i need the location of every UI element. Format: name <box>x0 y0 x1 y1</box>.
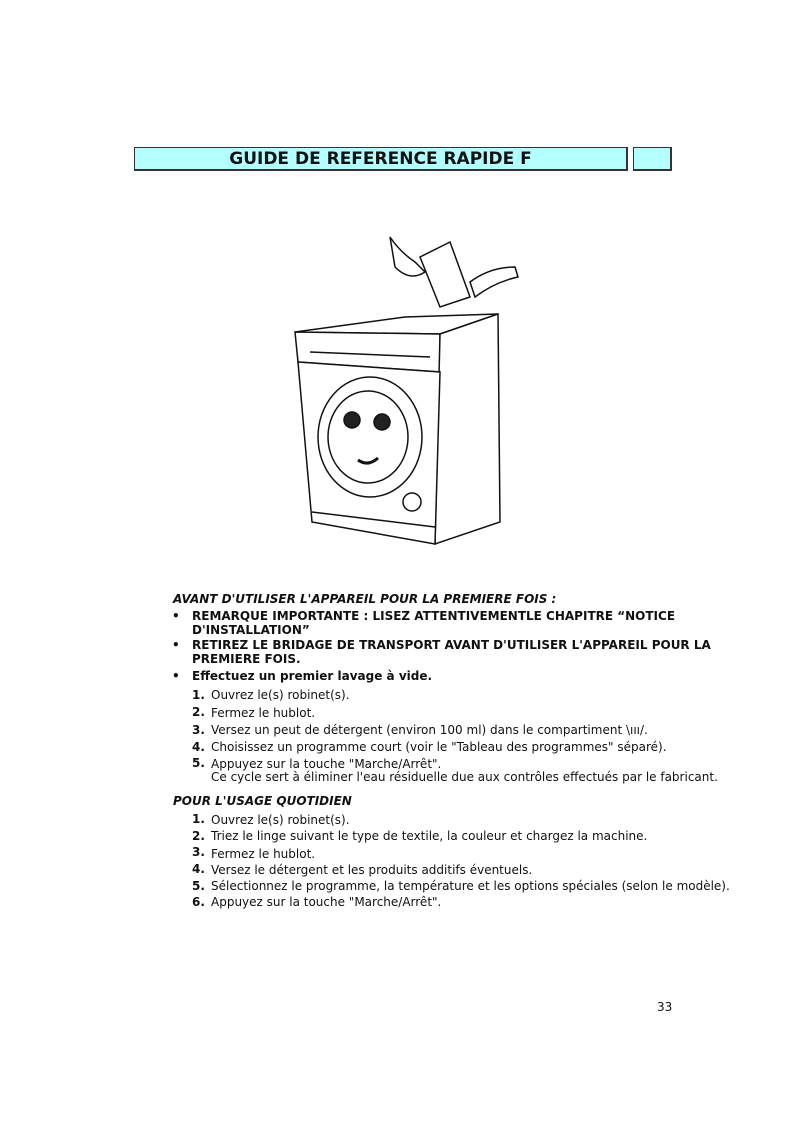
bullet-text: PREMIERE FOIS. <box>192 652 301 666</box>
step-number: 5. <box>192 879 205 893</box>
bullet-text: RETIREZ LE BRIDAGE DE TRANSPORT AVANT D'UTILISER L'APPAREIL POUR LA <box>192 638 711 652</box>
section-heading-daily-use: POUR L'USAGE QUOTIDIEN <box>173 794 352 808</box>
section-heading-first-use: AVANT D'UTILISER L'APPAREIL POUR LA PREMIERE FOIS : <box>173 592 557 606</box>
step-text: Appuyez sur la touche "Marche/Arrêt". <box>211 757 442 771</box>
step-text: Triez le linge suivant le type de textile, la couleur et chargez la machine. <box>211 829 648 843</box>
step-text: Sélectionnez le programme, la température et les options spéciales (selon le modèle). <box>211 879 730 893</box>
step-text-continued: Ce cycle sert à éliminer l'eau résiduelle due aux contrôles effectués par le fabricant. <box>211 770 718 784</box>
step-text: Versez le détergent et les produits additifs éventuels. <box>211 863 533 877</box>
step-number: 1. <box>192 688 205 702</box>
bullet-icon: • <box>172 609 180 623</box>
step-text: Fermez le hublot. <box>211 847 316 861</box>
bullet-text: REMARQUE IMPORTANTE : LISEZ ATTENTIVEMENTLE CHAPITRE “NOTICE <box>192 609 676 623</box>
bullet-icon: • <box>172 669 180 683</box>
step-number: 2. <box>192 705 205 719</box>
step-number: 1. <box>192 812 205 826</box>
step-number: 4. <box>192 740 205 754</box>
bullet-text: D'INSTALLATION” <box>192 623 310 637</box>
bullet-text: Effectuez un premier lavage à vide. <box>192 669 433 683</box>
washing-machine-illustration <box>290 222 530 547</box>
step-text: Fermez le hublot. <box>211 706 316 720</box>
step-number: 5. <box>192 756 205 770</box>
header-tab-box <box>633 147 672 171</box>
step-text: Choisissez un programme court (voir le "Tableau des programmes" séparé). <box>211 740 667 754</box>
bullet-icon: • <box>172 638 180 652</box>
step-number: 3. <box>192 845 205 859</box>
step-number: 4. <box>192 862 205 876</box>
step-number: 6. <box>192 895 205 909</box>
step-number: 3. <box>192 723 205 737</box>
step-text: Appuyez sur la touche "Marche/Arrêt". <box>211 895 442 909</box>
step-text: Ouvrez le(s) robinet(s). <box>211 813 350 827</box>
page-title: GUIDE DE REFERENCE RAPIDE F <box>134 147 628 171</box>
step-text: Ouvrez le(s) robinet(s). <box>211 688 350 702</box>
step-number: 2. <box>192 829 205 843</box>
page-number: 33 <box>657 1000 673 1014</box>
step-text: Versez un peut de détergent (environ 100 ml) dans le compartiment \ııı/. <box>211 723 648 737</box>
